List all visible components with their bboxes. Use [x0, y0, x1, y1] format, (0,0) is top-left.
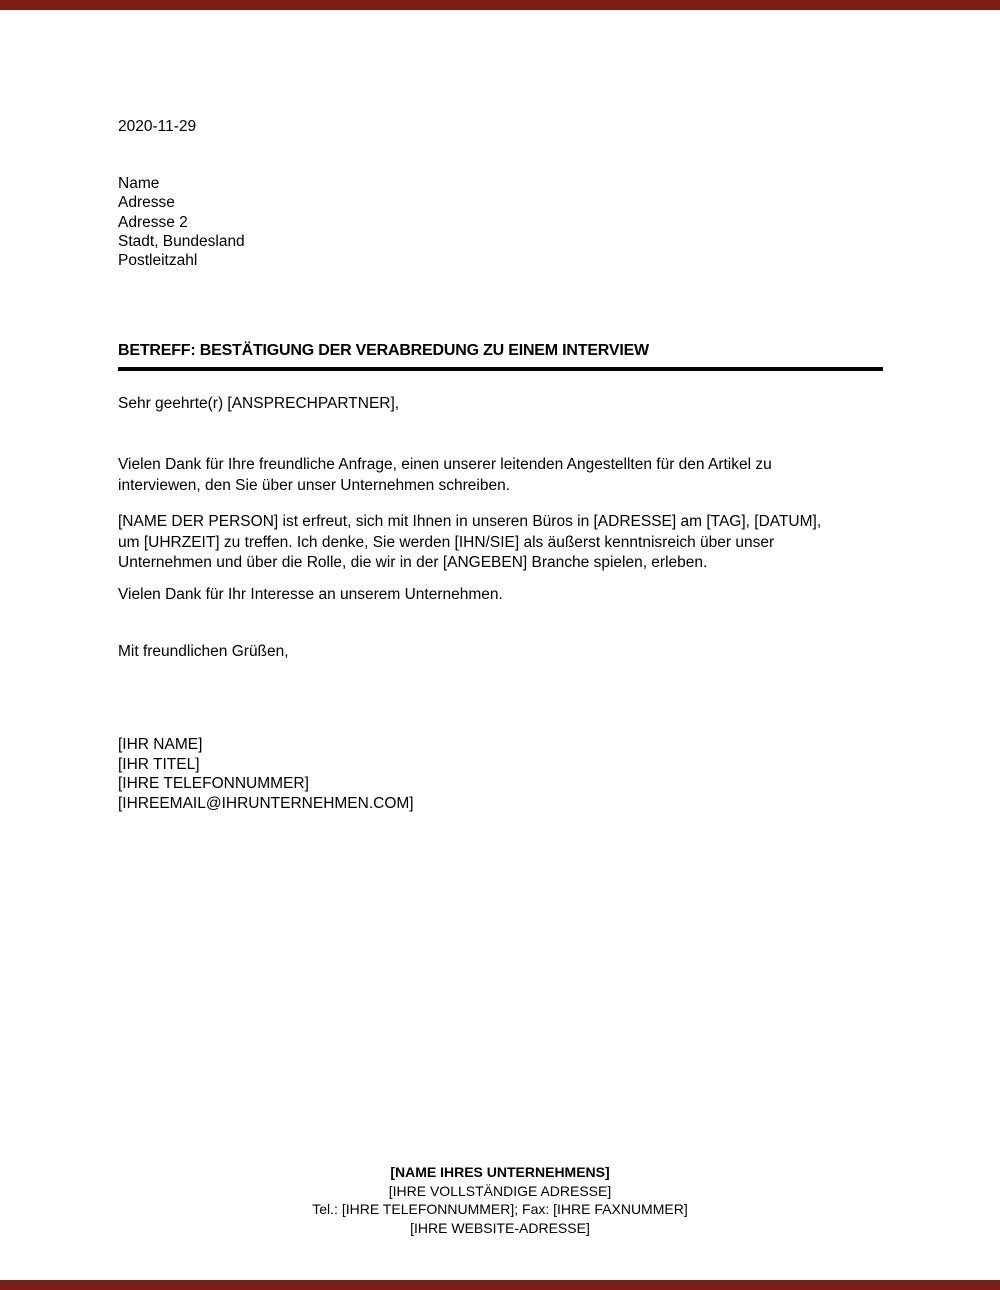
- body-paragraph-2-line-2: um [UHRZEIT] zu treffen. Ich denke, Sie werden [IHN/SIE] als äußerst kenntnisreich über unser: [118, 533, 775, 551]
- signature-email: [IHREEMAIL@IHRUNTERNEHMEN.COM]: [118, 794, 414, 812]
- body-paragraph-1: [118, 455, 908, 496]
- body-paragraph-1-line-1: Vielen Dank für Ihre freundliche Anfrage, einen unserer leitenden Angestellten für den Artikel zu: [118, 456, 772, 473]
- body-paragraph-2: [118, 512, 908, 574]
- body-paragraph-3-line-1: Vielen Dank für Ihr Interesse an unserem Unternehmen.: [118, 586, 503, 603]
- body-paragraph-2-line-1: [NAME DER PERSON] ist erfreut, sich mit Ihnen in unseren Büros in [ADRESSE] am [TAG], [DATUM],: [118, 513, 822, 530]
- footer-phone-fax: Tel.: [IHRE TELEFONNUMMER]; Fax: [IHRE FAXNUMMER]: [312, 1201, 688, 1218]
- signature-name: [IHR NAME]: [118, 736, 203, 753]
- recipient-postal-code: Postleitzahl: [118, 252, 198, 270]
- salutation: Sehr geehrte(r) [ANSPRECHPARTNER],: [118, 395, 400, 412]
- signature-block: [118, 735, 414, 813]
- recipient-address-block: [118, 174, 245, 270]
- company-footer: [0, 1163, 1000, 1238]
- body-paragraph-2-line-3: Unternehmen und über die Rolle, die wir in der [ANGEBEN] Branche spielen, erleben.: [118, 554, 708, 572]
- footer-company-address: [IHRE VOLLSTÄNDIGE ADRESSE]: [388, 1182, 612, 1199]
- body-paragraph-3: [118, 585, 908, 606]
- signature-phone: [IHRE TELEFONNUMMER]: [118, 775, 309, 792]
- recipient-city-state: Stadt, Bundesland: [118, 232, 245, 250]
- recipient-address-line-1: Adresse: [118, 194, 175, 212]
- page-bottom-accent-bar: [0, 1280, 1000, 1290]
- closing-salutation: Mit freundlichen Grüßen,: [118, 643, 289, 660]
- page-top-accent-bar: [0, 0, 1000, 10]
- signature-title: [IHR TITEL]: [118, 755, 200, 773]
- recipient-name: Name: [118, 175, 160, 192]
- body-paragraph-1-line-2: interviewen, den Sie über unser Unternehmen schreiben.: [118, 476, 511, 494]
- letter-date: 2020-11-29: [118, 118, 197, 135]
- recipient-address-line-2: Adresse 2: [118, 213, 188, 231]
- subject-underline-rule: [118, 367, 883, 371]
- footer-company-name: [NAME IHRES UNTERNEHMENS]: [390, 1164, 610, 1180]
- footer-website: [IHRE WEBSITE-ADRESSE]: [410, 1220, 590, 1237]
- subject-heading: BETREFF: BESTÄTIGUNG DER VERABREDUNG ZU EINEM INTERVIEW: [118, 342, 649, 359]
